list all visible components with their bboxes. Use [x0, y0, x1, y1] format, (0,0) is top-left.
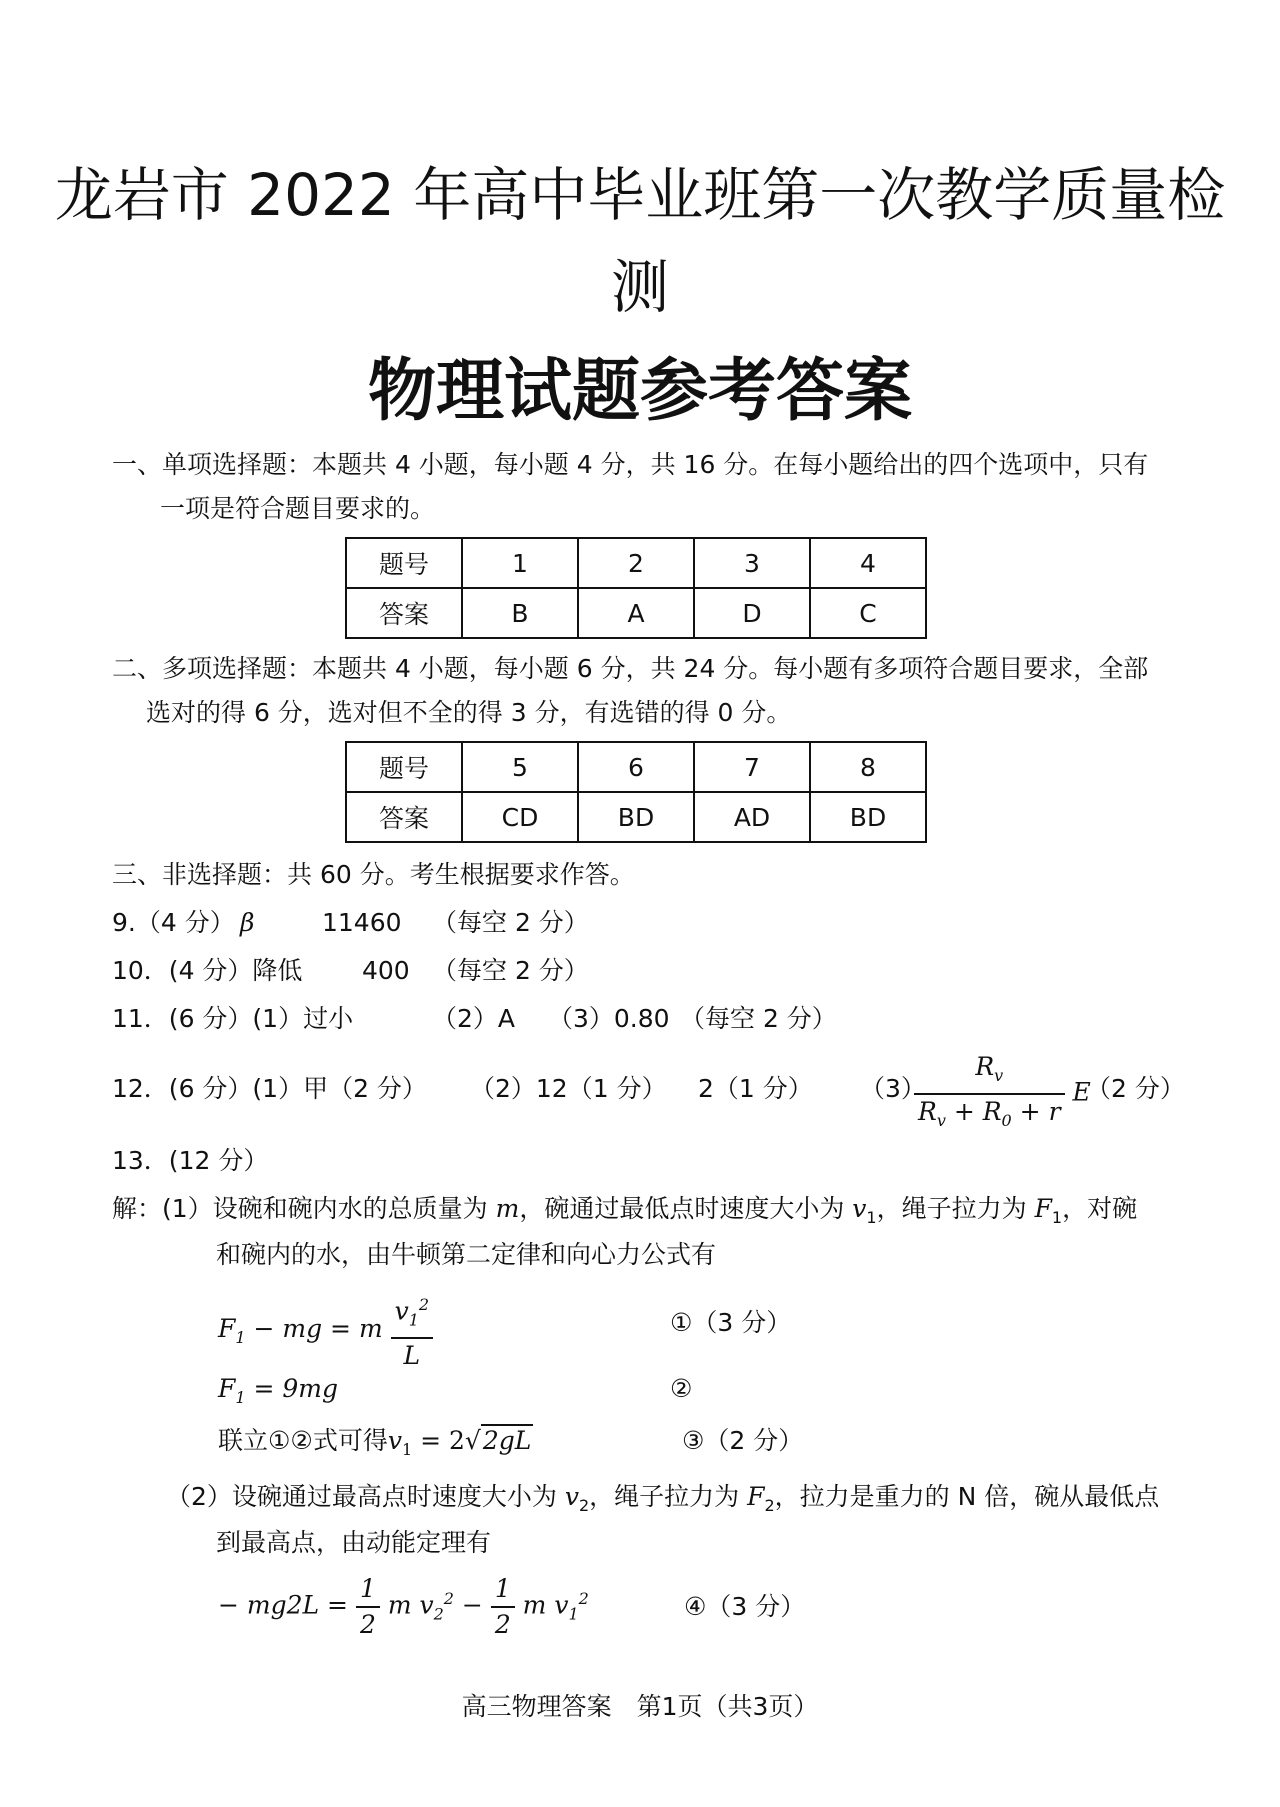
table-row — [346, 742, 926, 792]
question-number-cell: 5 — [462, 742, 578, 792]
q13-label: 13．(12 分） — [112, 1146, 269, 1175]
equation-4-mark: ④（3 分） — [684, 1592, 806, 1621]
answer-cell: AD — [694, 792, 810, 842]
answer-cell: CD — [462, 792, 578, 842]
equation-1-fraction: $\frac{v_1^2}{L}$ — [391, 1288, 434, 1373]
q12-answer-3: 2（1 分） — [698, 1074, 813, 1103]
section2-intro-line2: 选对的得 6 分，选对但不全的得 3 分，有选错的得 0 分。 — [146, 698, 792, 727]
title-line-2: 测 — [610, 253, 669, 321]
equation-1-mark: ①（3 分） — [670, 1308, 792, 1337]
title-line-1: 龙岩市 2022 年高中毕业班第一次教学质量检 — [54, 161, 1226, 229]
q13-solution-part2-line1: （2）设碗通过最高点时速度大小为 $v_2$，绳子拉力为 $F_2$，拉力是重力的 N 倍，碗从最低点 — [166, 1482, 1160, 1515]
q13-solution-part2-line2: 到最高点，由动能定理有 — [216, 1528, 492, 1557]
q12-label: 12．(6 分）(1）甲（2 分） — [112, 1074, 427, 1103]
equation-2: $F_1 = 9mg$ — [218, 1374, 339, 1407]
section2-answer-table — [345, 741, 927, 843]
section1-answer-table — [345, 537, 927, 639]
question-number-cell: 7 — [694, 742, 810, 792]
section1-intro-line1: 一、单项选择题：本题共 4 小题，每小题 4 分，共 16 分。在每小题给出的四个选项中，只有 — [112, 450, 1149, 479]
question-number-cell: 8 — [810, 742, 926, 792]
table-header-cell: 答案 — [346, 792, 462, 842]
table-header-cell: 题号 — [346, 742, 462, 792]
answer-cell: BD — [810, 792, 926, 842]
equation-3-mark: ③（2 分） — [682, 1426, 804, 1455]
table-header-cell: 答案 — [346, 588, 462, 638]
answer-cell: A — [578, 588, 694, 638]
equation-4: − mg2L = $\frac{1}{2}$ m $v_2^2$ − $\frac{1}{2}$ m $v_1^2$ — [218, 1572, 589, 1642]
section3-heading: 三、非选择题：共 60 分。考生根据要求作答。 — [112, 860, 635, 889]
q11-score-note: （每空 2 分） — [680, 1004, 837, 1033]
section2-intro-line1: 二、多项选择题：本题共 4 小题，每小题 6 分，共 24 分。每小题有多项符合题目要求，全部 — [112, 654, 1149, 683]
page-footer: 高三物理答案 第1页（共3页） — [461, 1692, 819, 1721]
q9-score-note: （每空 2 分） — [432, 908, 589, 937]
q11-answer-2: （2）A — [432, 1004, 516, 1033]
question-number-cell: 3 — [694, 538, 810, 588]
q11-answer-3: （3）0.80 — [548, 1004, 670, 1033]
question-number-cell: 2 — [578, 538, 694, 588]
question-number-cell: 1 — [462, 538, 578, 588]
subtitle: 物理试题参考答案 — [367, 352, 912, 431]
q10-answer-2: 400 — [362, 956, 410, 985]
q12-score: （2 分） — [1086, 1074, 1185, 1103]
q10-label: 10．(4 分）降低 — [112, 956, 303, 985]
equation-1: $F_1$ − mg = m $\frac{v_1^2}{L}$ — [218, 1288, 433, 1373]
answer-cell: D — [694, 588, 810, 638]
q13-solution-part1-line2: 和碗内的水，由牛顿第二定律和向心力公式有 — [216, 1240, 717, 1269]
q10-score-note: （每空 2 分） — [432, 956, 589, 985]
q12-fraction-tail: E — [1072, 1077, 1091, 1107]
equation-3: 联立①②式可得$v_1 = 2√2gL$ — [218, 1426, 532, 1459]
q12-answer-2: （2）12（1 分） — [470, 1074, 667, 1103]
question-number-cell: 4 — [810, 538, 926, 588]
q9-answer-1: β — [240, 908, 255, 937]
table-row — [346, 538, 926, 588]
q12-fraction: $\frac{R_v}{R_v + R_0 + r}$ — [914, 1050, 1065, 1138]
section1-intro-line2: 一项是符合题目要求的。 — [160, 494, 436, 523]
answer-cell: BD — [578, 792, 694, 842]
table-row — [346, 792, 926, 842]
question-number-cell: 6 — [578, 742, 694, 792]
q9-answer-2: 11460 — [322, 908, 402, 937]
answer-cell: B — [462, 588, 578, 638]
q12-answer-4-label: （3） — [860, 1074, 926, 1103]
equation-2-mark: ② — [670, 1374, 693, 1403]
answer-cell: C — [810, 588, 926, 638]
q13-solution-part1-line1: 解：(1）设碗和碗内水的总质量为 m，碗通过最低点时速度大小为 $v_1$，绳子拉力为 $F_1$，对碗 — [112, 1194, 1138, 1227]
q9-label: 9.（4 分） — [112, 908, 235, 937]
table-header-cell: 题号 — [346, 538, 462, 588]
table-row — [346, 588, 926, 638]
q11-label: 11．(6 分）(1）过小 — [112, 1004, 354, 1033]
q12-formula — [914, 1050, 1091, 1138]
